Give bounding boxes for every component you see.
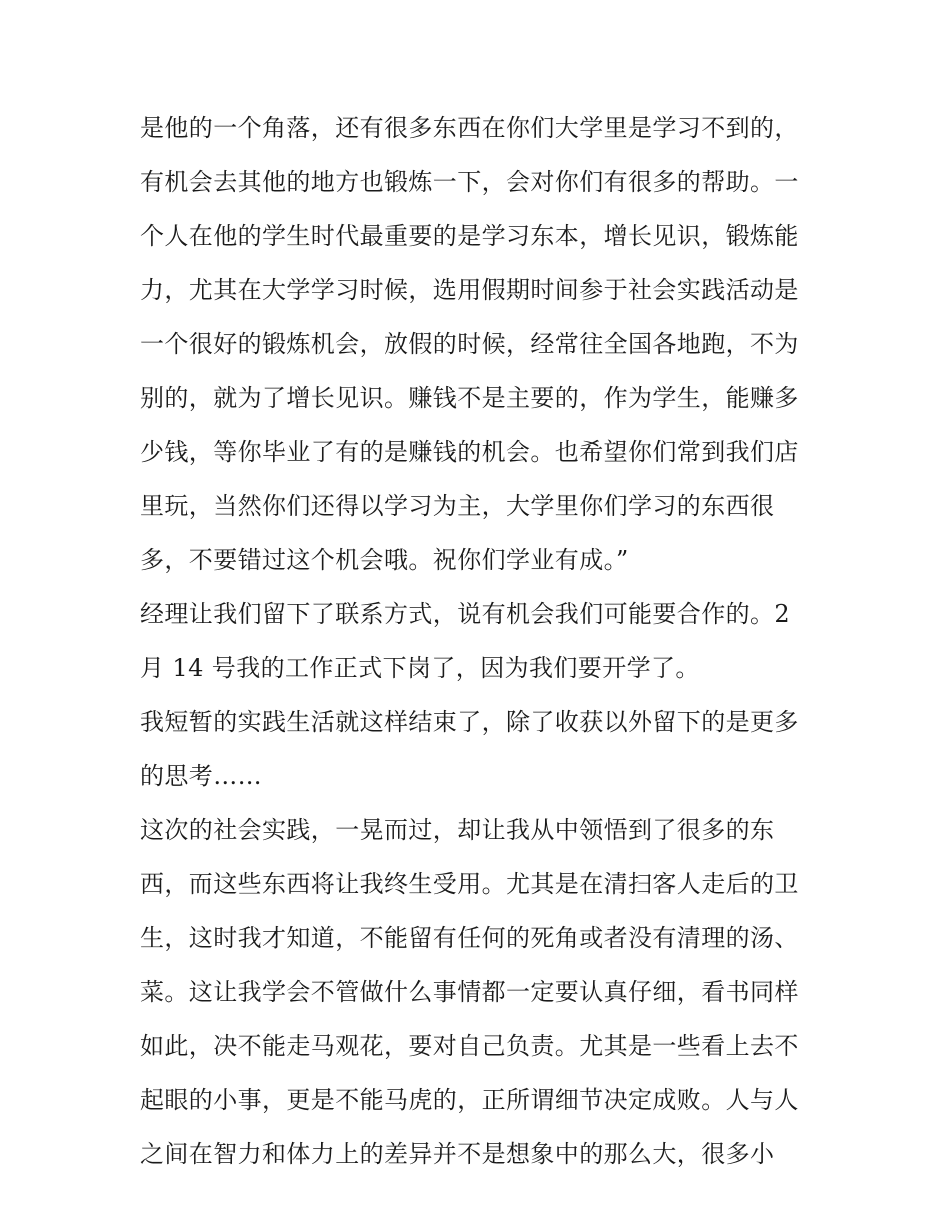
text-line: 里玩，当然你们还得以学习为主，大学里你们学习的东西很 — [140, 492, 775, 520]
text-line: 我短暂的实践生活就这样结束了，除了收获以外留下的是更多 — [140, 708, 799, 736]
text-line: 少钱，等你毕业了有的是赚钱的机会。也希望你们常到我们店 — [140, 438, 799, 466]
text-line: 月 14 号我的工作正式下岗了，因为我们要开学了。 — [140, 654, 700, 682]
text-line: 西，而这些东西将让我终生受用。尤其是在清扫客人走后的卫 — [140, 870, 799, 898]
text-line: 生，这时我才知道，不能留有任何的死角或者没有清理的汤、 — [140, 924, 799, 952]
text-line: 的思考…… — [140, 762, 262, 790]
text-line: 个人在他的学生时代最重要的是学习东本，增长见识，锻炼能 — [140, 222, 799, 250]
text-line: 之间在智力和体力上的差异并不是想象中的那么大，很多小 — [140, 1140, 775, 1168]
text-line: 起眼的小事，更是不能马虎的，正所谓细节决定成败。人与人 — [140, 1086, 799, 1114]
text-line: 经理让我们留下了联系方式，说有机会我们可能要合作的。2 — [140, 600, 791, 628]
text-line: 多，不要错过这个机会哦。祝你们学业有成。” — [140, 546, 629, 574]
text-line: 一个很好的锻炼机会，放假的时候，经常往全国各地跑，不为 — [140, 330, 799, 358]
text-line: 是他的一个角落，还有很多东西在你们大学里是学习不到的， — [140, 114, 799, 142]
text-line: 这次的社会实践，一晃而过，却让我从中领悟到了很多的东 — [140, 816, 775, 844]
text-line: 别的，就为了增长见识。赚钱不是主要的，作为学生，能赚多 — [140, 384, 799, 412]
text-line: 菜。这让我学会不管做什么事情都一定要认真仔细，看书同样 — [140, 978, 799, 1006]
text-line: 有机会去其他的地方也锻炼一下，会对你们有很多的帮助。一 — [140, 168, 799, 196]
text-line: 力，尤其在大学学习时候，选用假期时间参于社会实践活动是 — [140, 276, 799, 304]
text-line: 如此，决不能走马观花，要对自己负责。尤其是一些看上去不 — [140, 1032, 799, 1060]
